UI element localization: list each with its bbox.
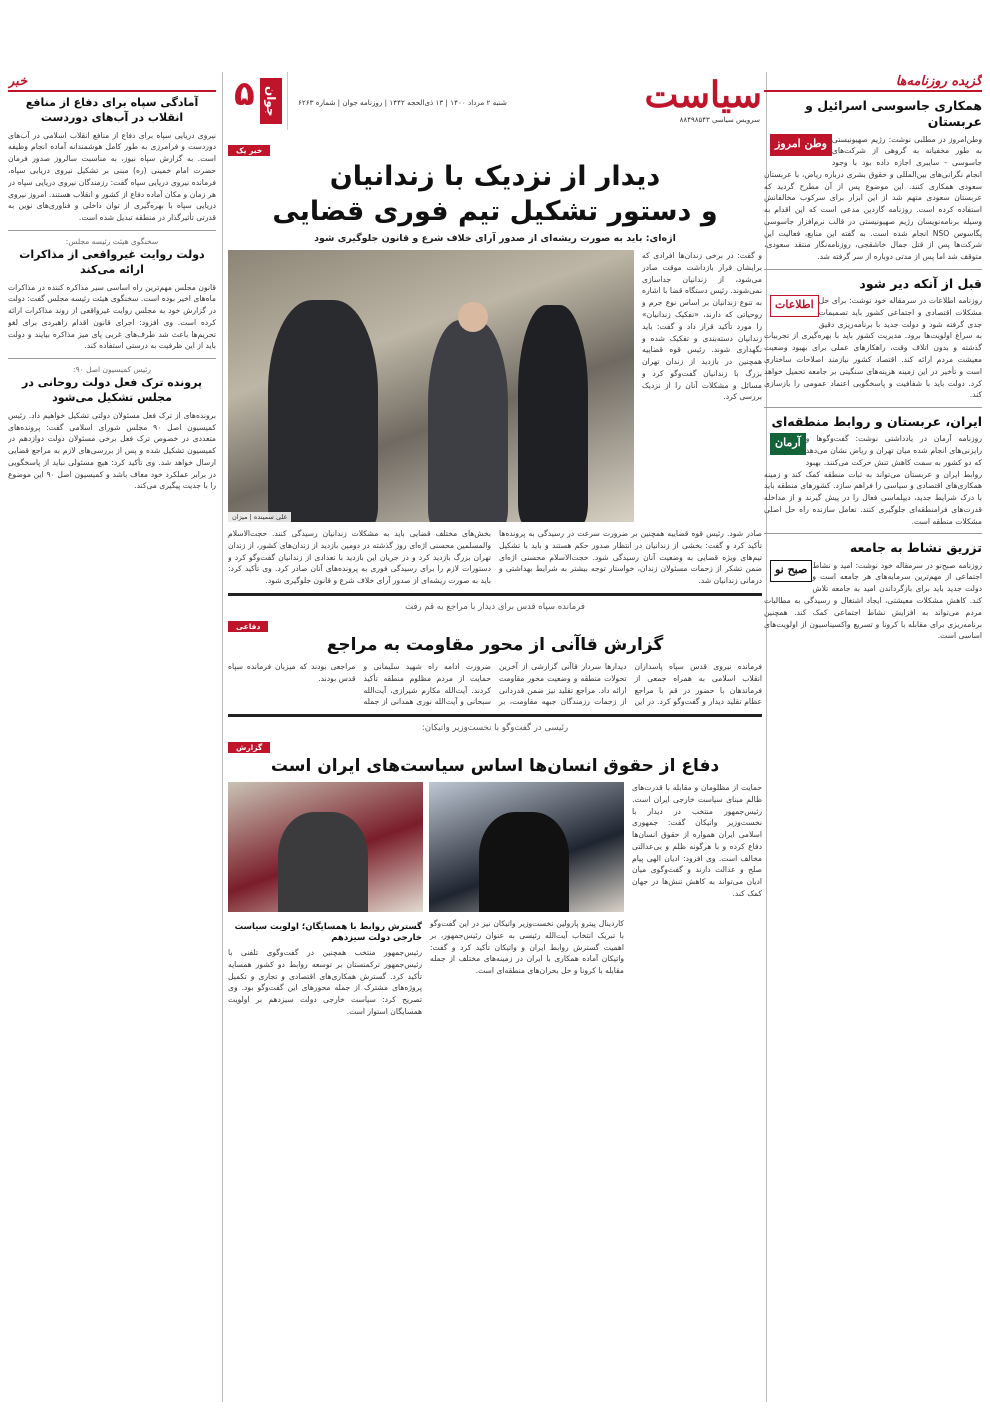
press-review-header (764, 70, 982, 92)
cardinal-photo (228, 782, 423, 912)
section-title: ایران، عربستان و روابط منطقه‌ای (771, 414, 982, 430)
newspaper-logo: اطلاعات (770, 295, 819, 317)
news-title: دولت روایت غیرواقعی از مذاکرات ارائه می‌کند (19, 247, 205, 276)
lead-tag: خبر یک (228, 145, 270, 156)
photo-figure (278, 812, 368, 912)
section-service: سرویس سیاسی ۸۸۴۹۸۵۴۳ (679, 116, 760, 124)
newspaper-logo: وطن امروز (770, 134, 832, 156)
news-title: پرونده ترک فعل دولت روحانی در مجلس تشکیل می‌شود (21, 376, 203, 404)
section-title: تزریق نشاط به جامعه (849, 540, 982, 556)
main-column (228, 136, 762, 1415)
story3-body-c: رئیس‌جمهور منتخب همچنین در گفت‌وگوی تلفنی با رئیس‌جمهور ترکمنستان بر توسعه روابط دو کشور همسایه تأکید کرد. گسترش همکاری‌های اقتصادی و تجاری و تکمیل پروژه‌های مشترک از جمله محورهای این گفت‌وگو بود. وی تصریح کرد: سیاست خارجی دولت سیزدهم بر اولویت همسایگان استوار است. (228, 948, 422, 1016)
divider (228, 593, 762, 596)
photo-figure (428, 320, 508, 522)
press-review-column (764, 70, 982, 1405)
newspaper-logo: صبح نو (770, 560, 812, 582)
news-column (8, 70, 216, 1405)
divider (764, 269, 982, 270)
newspaper-logo: آرمان (770, 433, 806, 455)
news-body: قانون مجلس مهم‌ترین راه اساسی سیر مذاکره کننده در مذاکرات ماه‌های اخیر بوده است. سخنگوی هیئت رئیسه مجلس گفت: دولت در گزارش خود به مجلس روایت غیرواقعی از روند مذاکرات ارائه کرده است. وی افزود: اجرای قانون اقدام راهبردی برای لغو تحریم‌ها باعث شد طرف‌های غربی پای میز مذاکره بیایند و دولت باید از این ظرفیت به درستی استفاده کند. (8, 282, 216, 351)
divider (764, 407, 982, 408)
photo-caption: علی سمینده | میزان (228, 512, 291, 522)
lead-col3: بخش‌های مختلف قضایی باید به مشکلات زندانیان رسیدگی کنند. حجت‌الاسلام والمسلمین محسنی اژه‌ای روز گذشته در دومین بازدید از زندان‌های کشور، از زندان تهران بزرگ بازدید کرد و در جریان این بازدید با تعدادی از زندانیان گفت‌وگو کرد و دستورات لازم را برای رسیدگی فوری به پرونده‌های آنان صادر کرد. وی تأکید کرد: باید به صورت ریشه‌ای از صدور آرای خلاف شرع و قانون جلوگیری شود. (228, 529, 491, 586)
section-body: روزنامه آرمان در یادداشتی نوشت: گفت‌وگوها و رایزنی‌های انجام شده میان تهران و ریاض نشان می‌دهد که دو کشور به سمت کاهش تنش حرکت می‌کنند. بهبود روابط ایران و عربستان می‌تواند به ثبات منطقه کمک کند و زمینه همکاری‌های اقتصادی و سیاسی را فراهم سازد. کشورهای منطقه باید با درک شرایط جدید، دیپلماسی فعال را در پیش گیرند و از مداخله قدرت‌های فرامنطقه‌ای جلوگیری کنند. تعامل سازنده راه حل اصلی مشکلات منطقه است. (764, 434, 982, 526)
section-body: روزنامه اطلاعات در سرمقاله خود نوشت: برای حل مشکلات اقتصادی و اجتماعی کشور باید تصمیمات جدی گرفته شود و دولت جدید با برنامه‌ریزی دقیق به سراغ اولویت‌ها برود. مدیریت کشور باید با بهره‌گیری از تجربیات گذشته و بدون اتلاف وقت، راهکارهای عملی برای بهبود وضعیت معیشت مردم ارائه کند. اقتصاد کشور نیازمند اصلاحات ساختاری است و تأخیر در این زمینه هزینه‌های سنگینی بر جامعه تحمیل خواهد کرد. دولت باید با شفافیت و پاسخگویی اعتماد عمومی را بازسازی کند. (764, 296, 982, 400)
divider (228, 714, 762, 717)
press-review-label: گزیده روزنامه‌ها (895, 74, 982, 89)
divider (8, 358, 216, 359)
lead-subhead: اژه‌ای: باید به صورت ریشه‌ای از صدور آرای خلاف شرع و قانون جلوگیری شود (314, 233, 676, 245)
story3-subhead: گسترش روابط با همسایگان؛ اولویت سیاست خارجی دولت سیزدهم (234, 922, 422, 944)
news-title: آمادگی سپاه برای دفاع از منافع انقلاب در آب‌های دوردست (25, 96, 199, 124)
issue-info: شنبه ۲ مرداد ۱۴۰۰ | ۱۳ ذی‌الحجه ۱۴۴۲ | روزنامه جوان | شماره ۶۲۶۳ (298, 98, 507, 107)
story3-tag: گزارش (228, 742, 270, 753)
photo-figure (479, 812, 569, 912)
news-body: نیروی دریایی سپاه برای دفاع از منافع انقلاب اسلامی در آب‌های دوردست و فرامرزی به طور کامل هوشمندانه آماده انجام وظیفه است. به گزارش سپاه نیوز، به مناسبت سالروز صدور فرمان حضرت امام خمینی (ره) مبنی بر تشکیل نیروی دریایی سپاه، فرمانده نیروی دریایی سپاه گفت: رزمندگان نیروی دریایی سپاه در هر زمان و مکان آماده دفاع از کشور و انقلاب هستند. امروز نیروی دریایی سپاه با بهره‌گیری از توان داخلی و فناوری‌های نوین به قدرتی تأثیرگذار در منطقه تبدیل شده است. (8, 130, 216, 223)
divider (764, 533, 982, 534)
lead-col1: و گفت: در برخی زندان‌ها افرادی که برایشان قرار بازداشت موقت صادر می‌شود، از زندانیان جداسازی نمی‌شوند. رئیس دستگاه قضا با اشاره به تنوع زندانیان بر اساس نوع جرم و روحیاتی که دارند، «تفکیک زندانیان» را مورد تأکید قرار داد و گفت: باید زندانیان دسته‌بندی و تفکیک شده و نگهداری شوند. رئیس قوه قضاییه همچنین در بازدید از زندان تهران بزرگ با زندانیان گفت‌وگو کرد و مسائل و مشکلات آنان را از نزدیک بررسی کرد. (642, 251, 762, 402)
masthead (228, 72, 762, 130)
story2-body: فرمانده نیروی قدس سپاه پاسداران انقلاب اسلامی به همراه جمعی از فرماندهان با حضور در قم با مراجع عظام تقلید دیدار و گفت‌وگو کرد. در این دیدارها سردار قاآنی گزارشی از آخرین تحولات منطقه و وضعیت محور مقاومت ارائه داد. مراجع تقلید نیز ضمن قدردانی از زحمات رزمندگان جبهه مقاومت، بر ضرورت ادامه راه شهید سلیمانی و حمایت از مردم مظلوم منطقه تأکید کردند. آیت‌الله مکارم شیرازی، آیت‌الله سبحانی و آیت‌الله نوری همدانی از جمله مراجعی بودند که میزبان فرمانده سپاه قدس بودند. (228, 662, 762, 707)
story2-headline: گزارش قاآنی از محور مقاومت به مراجع (326, 635, 664, 656)
section-title: همکاری جاسوسی اسرائیل و عربستان (805, 98, 982, 130)
section-body: وطن‌امروز در مطلبی نوشت: رژیم صهیونیستی به طور مخفیانه به گروهی از شرکت‌های جاسوسی - سایبری اجازه داده بود با وجود انجام نگرانی‌های بین‌المللی و حقوق بشری درباره ریاض، با عربستان سعودی همکاری کنند. این موضوع پس از آن مطرح گردید که عربستان سعودی متهم شد از این ابزار برای سرکوب مخالفانش استفاده کرده است. روزنامه گاردین مدعی است که این اقدام به وسیله برنامه‌نویسان رژیم صهیونیستی در قالب نرم‌افزار جاسوسی پگاسوس NSO انجام شده است. به گفته این منابع، فعالیت این شرکت‌ها پس از قتل جمال خاشقجی، روزنامه‌نگار منتقد سعودی، متوقف شد اما پس از مدتی دوباره از سر گرفته شد. (764, 134, 982, 262)
news-header (8, 70, 216, 92)
section-body: روزنامه صبح‌نو در سرمقاله خود نوشت: امید و نشاط اجتماعی از مهم‌ترین سرمایه‌های هر جامعه است و دولت جدید باید برای بازگرداندن امید به جامعه تلاش کند. کاهش مشکلات معیشتی، ایجاد اشتغال و رسیدگی به مطالبات مردم می‌تواند به افزایش نشاط اجتماعی کمک کند. همچنین برنامه‌ریزی برای مقابله با کرونا و تسریع واکسیناسیون از اولویت‌های اساسی است. (764, 560, 982, 641)
section-title: قبل از آنکه دیر شود (859, 275, 982, 291)
news-label: خبر (8, 74, 28, 89)
page-number: ۵ (234, 74, 255, 114)
lead-text-column (642, 250, 762, 522)
story3-layout (228, 782, 762, 1018)
divider (8, 230, 216, 231)
lead-headline-2: و دستور تشکیل تیم فوری قضایی (272, 196, 718, 228)
lead-photo (228, 250, 634, 522)
news-body: برونده‌های از ترک فعل مسئولان دولتی تشکیل خواهیم داد. رئیس کمیسیون اصل ۹۰ مجلس شورای اسلامی گفت: پرونده‌های متعددی در خصوص ترک فعل برخی مسئولان دولت دوازدهم در کمیسیون تشکیل شده و پس از بررسی‌های لازم به مراجع قضایی ارسال خواهد شد. وی تأکید کرد: هیچ مسئولی نباید از پاسخگویی در برابر عملکرد خود معاف باشد و کمیسیون اصل ۹۰ این موضوع را با جدیت پیگیری می‌کند. (8, 410, 216, 491)
column-divider (222, 72, 223, 1402)
lead-body (228, 528, 762, 587)
photo-figure (518, 305, 588, 522)
story2-overline: فرمانده سپاه قدس برای دیدار با مراجع به قم رفت (405, 602, 585, 613)
news-overline: رئیس کمیسیون اصل ۹۰: (73, 365, 151, 375)
photo-figure (268, 300, 378, 522)
lead-headline-1: دیدار از نزدیک با زندانیان (329, 161, 661, 192)
story2-tag: دفاعی (228, 621, 268, 632)
news-overline: سخنگوی هیئت رئیسه مجلس: (65, 236, 159, 246)
story3-headline: دفاع از حقوق انسان‌ها اساس سیاست‌های ایران است (270, 756, 720, 777)
story3-overline: رئیسی در گفت‌وگو با نخست‌وزیر واتیکان: (421, 723, 569, 734)
story3-body-b: کاردینال پیترو پارولین نخست‌وزیر واتیکان نیز در این گفت‌وگو با تبریک انتخاب آیت‌الله رئیسی به عنوان رئیس‌جمهور، بر اهمیت گسترش روابط ایران و واتیکان تأکید کرد و گفت: واتیکان آماده همکاری با ایران در زمینه‌های مختلف از جمله مقابله با کرونا و حل بحران‌های منطقه‌ای است. (430, 919, 624, 976)
paper-badge (228, 72, 288, 130)
section-logo: سیاست (644, 74, 762, 116)
story3-body-a: حمایت از مظلومان و مقابله با قدرت‌های ظالم مبنای سیاست خارجی ایران است. رئیس‌جمهور منتخب در دیدار با نخست‌وزیر واتیکان گفت: جمهوری اسلامی ایران همواره از حقوق انسان‌ها دفاع کرده و با هرگونه ظلم و بی‌عدالتی مخالف است. وی افزود: ادیان الهی پیام صلح و عدالت دارند و گفت‌وگوی میان ادیان می‌تواند به کاهش تنش‌ها در جهان کمک کند. (632, 783, 762, 898)
paper-name: جوان (260, 78, 282, 124)
president-photo (429, 782, 624, 912)
photo-face (458, 302, 488, 332)
lead-col2: صادر شود. رئیس قوه قضاییه همچنین بر ضرورت سرعت در رسیدگی به پرونده‌ها تأکید کرد و گفت: بخشی از زندانیان در انتظار صدور حکم هستند و باید با تشکیل تیم‌های ویژه قضایی به وضعیت آنان رسیدگی شود. حجت‌الاسلام محسنی اژه‌ای ضمن تشکر از زحمات مسئولان زندان، خواستار توجه بیشتر به شرایط بهداشتی و درمانی زندانیان شد. (499, 529, 762, 586)
